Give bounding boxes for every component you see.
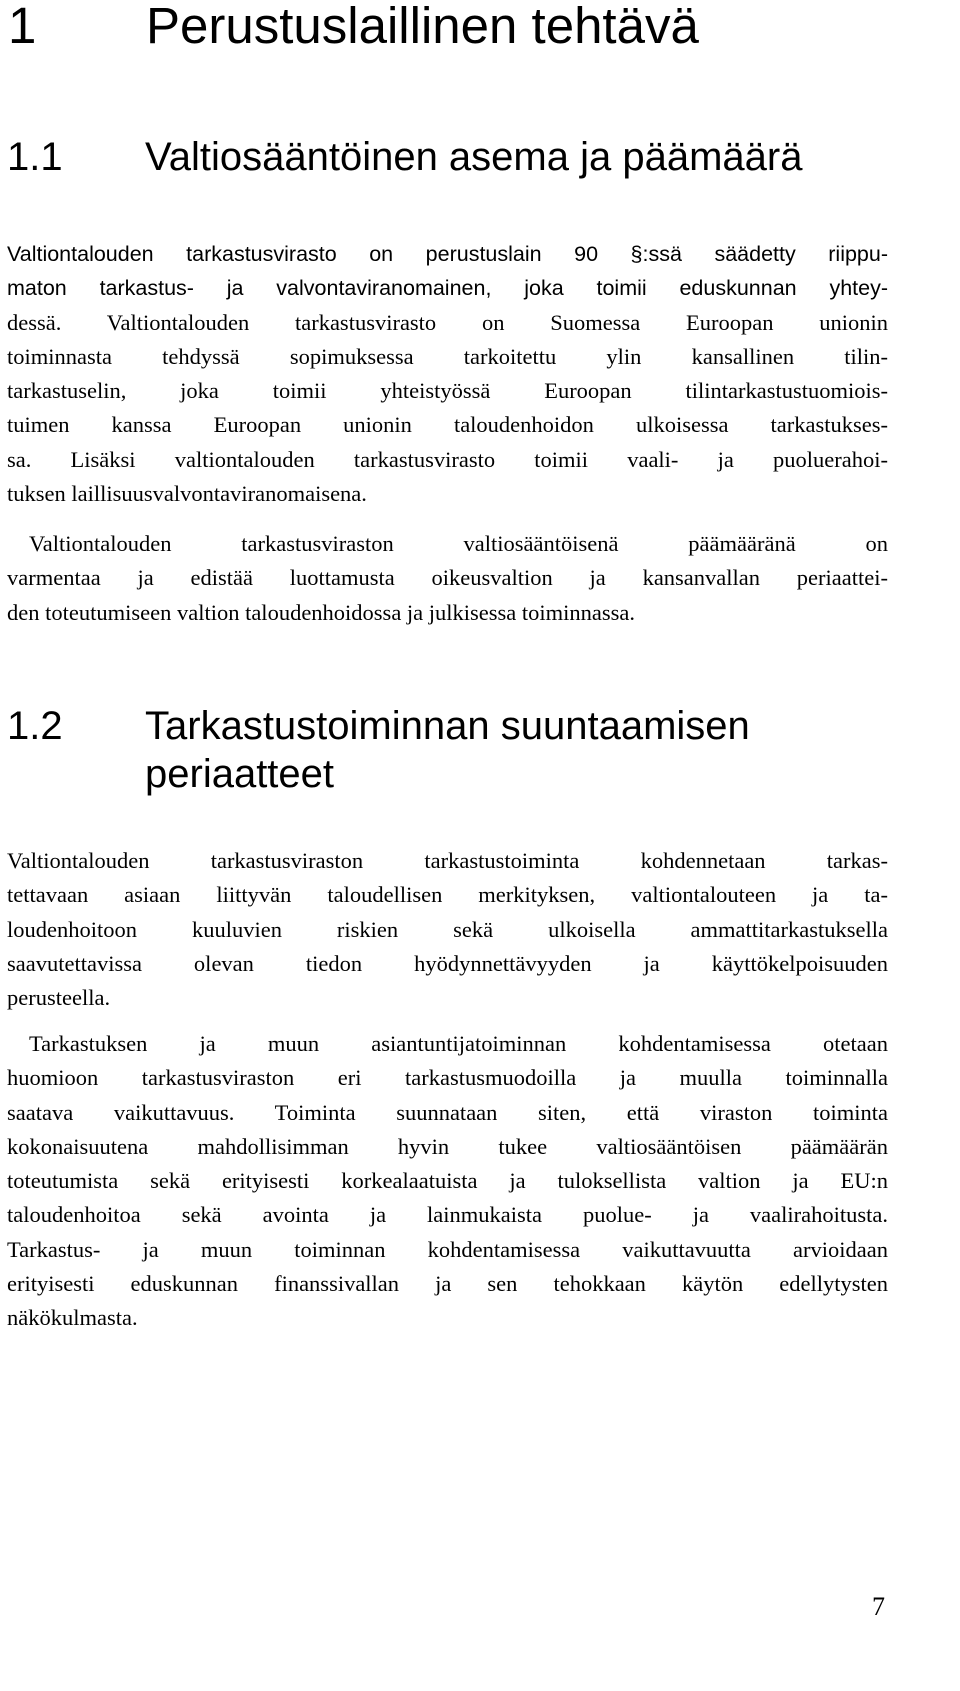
paragraph-line: Valtiontalouden tarkastusviraston tarkastustoiminta kohdennetaan tarkas- (7, 848, 888, 873)
paragraph-line: perusteella. (7, 985, 111, 1011)
chapter-number: 1 (8, 0, 37, 54)
paragraph-line: toiminnasta tehdyssä sopimuksessa tarkoitettu ylin kansallinen tilin- (7, 343, 888, 369)
paragraph-line: varmentaa ja edistää luottamusta oikeusvaltion ja kansanvallan periaattei- (7, 565, 888, 591)
paragraph-line: Valtiontalouden tarkastusviraston valtiosääntöisenä päämääränä on (29, 531, 888, 556)
paragraph-line: erityisesti eduskunnan finanssivallan ja sen tehokkaan käytön edellytysten (7, 1271, 888, 1297)
section-title-line: periaatteet (145, 752, 335, 796)
paragraph (7, 237, 888, 511)
section-number: 1.1 (7, 135, 63, 179)
section-title-line: Tarkastustoiminnan suuntaamisen (145, 704, 750, 748)
page-number: 7 (872, 1592, 885, 1621)
section-number: 1.2 (7, 704, 63, 748)
paragraph-line: maton tarkastus- ja valvontaviranomainen, joka toimii eduskunnan yhtey- (7, 276, 888, 301)
paragraph-line: Valtiontalouden tarkastusvirasto on perustuslain 90 §:ssä säädetty riippu- (7, 242, 888, 266)
chapter-heading (8, 0, 699, 56)
paragraph-line: taloudenhoitoa sekä avointa ja lainmukaista puolue- ja vaalirahoitusta. (7, 1202, 888, 1228)
paragraph-line: den toteutumiseen valtion taloudenhoidossa ja julkisessa toiminnassa. (7, 599, 636, 625)
paragraph-line: toteutumista sekä erityisesti korkealaatuista ja tuloksellista valtion ja EU:n (7, 1168, 888, 1194)
paragraph-line: kokonaisuutena mahdollisimman hyvin tukee valtiosääntöisen päämäärän (7, 1133, 888, 1159)
paragraph-line: tuksen laillisuusvalvontaviranomaisena. (7, 481, 367, 507)
paragraph-line: tuimen kanssa Euroopan unionin taloudenhoidon ulkoisessa tarkastukses- (7, 412, 888, 438)
paragraph-line: huomioon tarkastusviraston eri tarkastusmuodoilla ja muulla toiminnalla (7, 1065, 888, 1091)
paragraph-line: näkökulmasta. (7, 1305, 138, 1331)
chapter-title: Perustuslaillinen tehtävä (146, 0, 699, 54)
section-title: Valtiosääntöinen asema ja päämäärä (145, 135, 803, 179)
paragraph-line: saavutettavissa olevan tiedon hyödynnettävyyden ja käyttökelpoisuuden (7, 950, 888, 976)
paragraph (7, 527, 888, 630)
paragraph (7, 1027, 888, 1336)
paragraph-line: saatava vaikuttavuus. Toiminta suunnataan siten, että viraston toiminta (7, 1099, 888, 1125)
paragraph (7, 844, 888, 1015)
paragraph-line: tarkastuselin, joka toimii yhteistyössä Euroopan tilintarkastustuomiois- (7, 378, 888, 404)
paragraph-line: Tarkastus- ja muun toiminnan kohdentamisessa vaikuttavuutta arvioidaan (7, 1236, 888, 1262)
paragraph-line: loudenhoitoon kuuluvien riskien sekä ulkoisella ammattitarkastuksella (7, 916, 888, 942)
paragraph-line: dessä. Valtiontalouden tarkastusvirasto on Suomessa Euroopan unionin (7, 309, 888, 335)
paragraph-line: Tarkastuksen ja muun asiantuntijatoiminnan kohdentamisessa otetaan (29, 1031, 888, 1056)
paragraph-line: tettavaan asiaan liittyvän taloudellisen merkityksen, valtiontalouteen ja ta- (7, 882, 888, 908)
paragraph-line: sa. Lisäksi valtiontalouden tarkastusvirasto toimii vaali- ja puoluerahoi- (7, 446, 888, 472)
